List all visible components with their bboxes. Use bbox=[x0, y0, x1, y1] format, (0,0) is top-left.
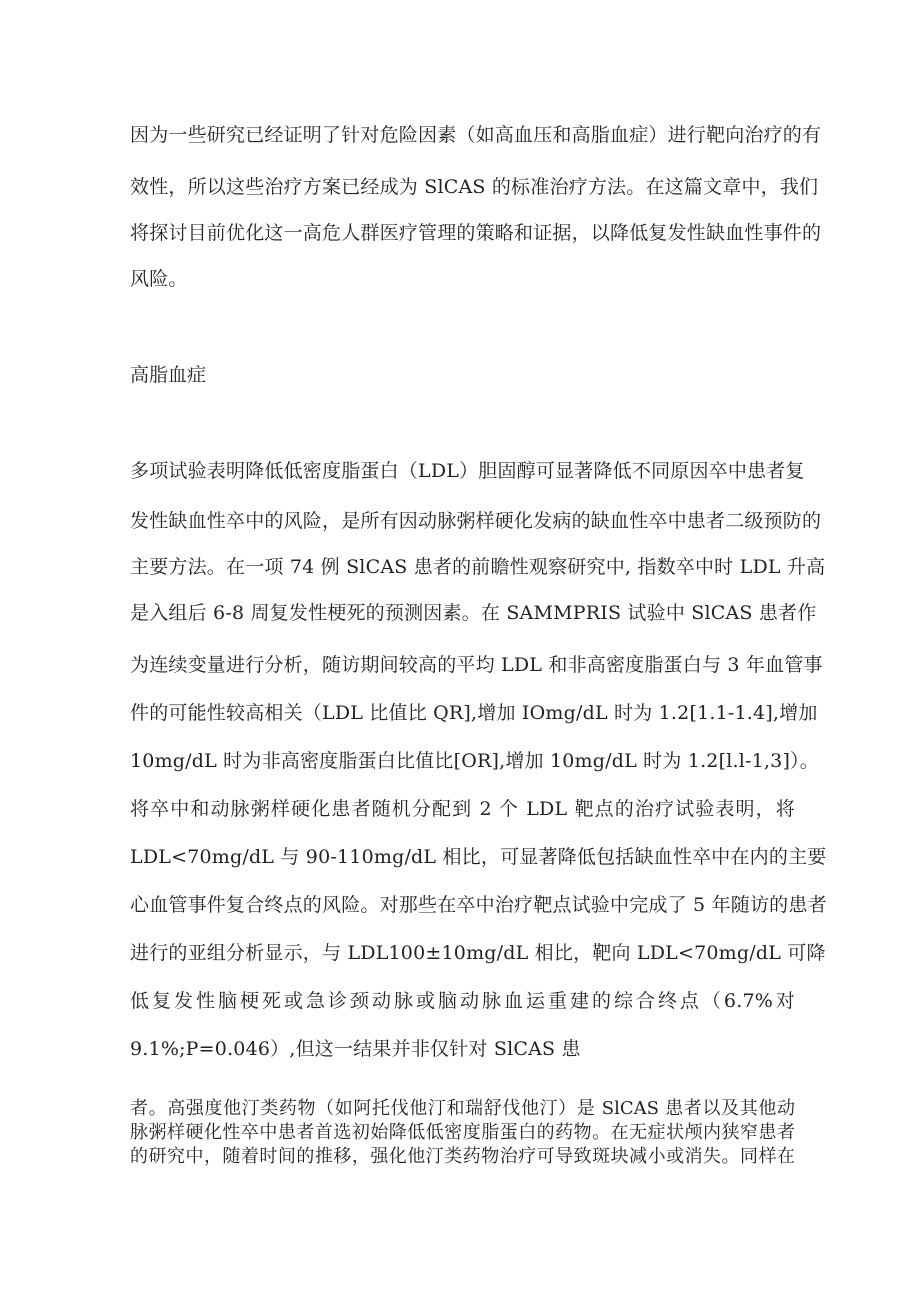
text-line: 为连续变量进行分析，随访期间较高的平均 LDL 和非高密度脂蛋白与 3 年血管事 bbox=[130, 654, 823, 676]
section-heading: 高脂血症 bbox=[130, 364, 207, 386]
text-line: 10mg/dL 时为非高密度脂蛋白比值比[OR],增加 10mg∕dL 时为 1.2[l.l-1,3]）。 bbox=[130, 750, 819, 772]
text-line: 件的可能性较高相关（LDL 比值比 QR],增加 IOmg∕dL 时为 1.2[1.1-1.4],增加 bbox=[130, 702, 818, 724]
text-line: 主要方法。在一项 74 例 SlCAS 患者的前瞻性观察研究中, 指数卒中时 LDL 升高 bbox=[130, 556, 826, 578]
text-line: 进行的亚组分析显示，与 LDL100±10mg∕dL 相比，靶向 LDL<70mg∕dL 可降 bbox=[130, 942, 826, 964]
text-line: 9.1%;P=0.046）,但这一结果并非仅针对 SlCAS 患 bbox=[130, 1038, 581, 1060]
text-line: 低复发性脑梗死或急诊颈动脉或脑动脉血运重建的综合终点（6.7%对 bbox=[130, 990, 795, 1012]
text-line: LDL<70mg∕dL 与 90-110mg∕dL 相比，可显著降低包括缺血性卒中在内的主要 bbox=[130, 846, 827, 868]
text-line: 是入组后 6-8 周复发性梗死的预测因素。在 SAMMPRIS 试验中 SlCAS 患者作 bbox=[130, 602, 817, 624]
text-line: 风险。 bbox=[130, 268, 188, 290]
text-line: 的研究中，随着时间的推移，强化他汀类药物治疗可导致斑块减小或消失。同样在 bbox=[130, 1146, 795, 1167]
text-line: 将探讨目前优化这一高危人群医疗管理的策略和证据，以降低复发性缺血性事件的 bbox=[130, 222, 822, 244]
text-line: 脉粥样硬化性卒中患者首选初始降低低密度脂蛋白的药物。在无症状颅内狭窄患者 bbox=[130, 1122, 795, 1143]
text-line: 发性缺血性卒中的风险，是所有因动脉粥样硬化发病的缺血性卒中患者二级预防的 bbox=[130, 510, 822, 532]
text-line: 者。高强度他汀类药物（如阿托伐他汀和瑞舒伐他汀）是 SlCAS 患者以及其他动 bbox=[130, 1098, 795, 1119]
text-line: 因为一些研究已经证明了针对危险因素（如高血压和高脂血症）进行靶向治疗的有 bbox=[130, 124, 822, 146]
text-line: 将卒中和动脉粥样硬化患者随机分配到 2 个 LDL 靶点的治疗试验表明，将 bbox=[130, 798, 795, 820]
text-line: 心血管事件复合终点的风险。对那些在卒中治疗靶点试验中完成了 5 年随访的患者 bbox=[130, 894, 827, 916]
text-line: 多项试验表明降低低密度脂蛋白（LDL）胆固醇可显著降低不同原因卒中患者复 bbox=[130, 460, 805, 482]
text-line: 效性，所以这些治疗方案已经成为 SlCAS 的标准治疗方法。在这篇文章中，我们 bbox=[130, 176, 819, 198]
